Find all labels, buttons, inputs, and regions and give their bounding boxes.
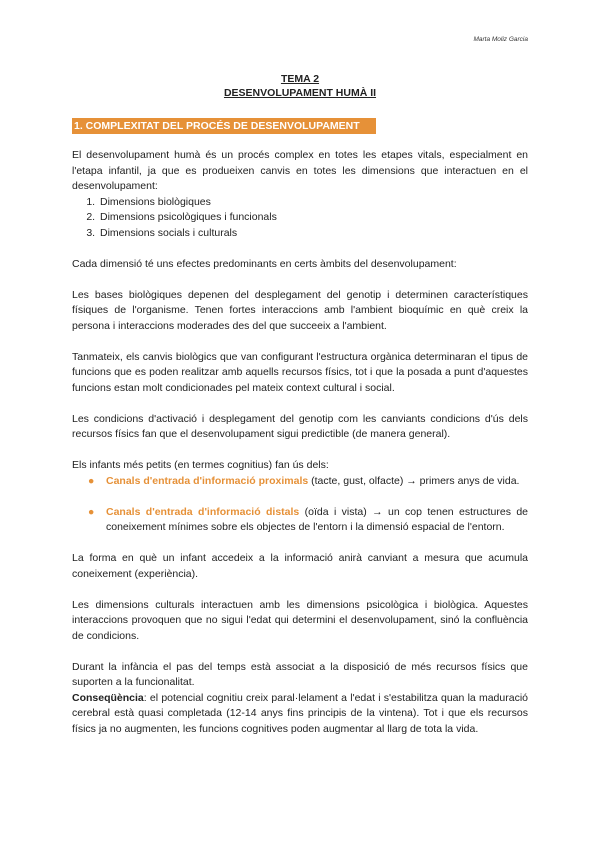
channels-list bbox=[72, 474, 528, 536]
consequence-text: : el potencial cognitiu creix paral·lelament a l'edat i s'estabilitza quan la maduració cerebral està quasi completada (12-14 anys fins principis de la vintena). Tot i que els recursos físics ja no augmenten, les funcions cognitives poden augmentar al llarg de tota la vida. bbox=[72, 691, 528, 735]
activation-conditions-paragraph: Les condicions d'activació i desplegament del genotip com les canviants condicions d'ús dels recursos físics fan que el desenvolupament sigui predictible (de manera general). bbox=[72, 412, 528, 440]
distal-channels-text: (oïda i vista) → un cop tenen estructures de coneixement mínimes sobre els objectes de l'entorn i la dimensió espacial de l'entorn. bbox=[106, 505, 529, 533]
infants-paragraph: Els infants més petits (en termes cognitius) fan ús dels: bbox=[72, 459, 329, 471]
distal-channels-label: Canals d'entrada d'informació distals bbox=[106, 505, 300, 518]
access-form-paragraph: La forma en què un infant accedeix a la informació anirà canviant a mesura que acumula coneixement (experiència). bbox=[72, 552, 528, 580]
consequence-label: Conseqüència bbox=[72, 691, 144, 704]
topic-number: TEMA 2 bbox=[280, 73, 320, 85]
dimensions-list bbox=[72, 195, 528, 242]
list-item: 2. Dimensions psicològiques i funcionals bbox=[98, 210, 528, 226]
biological-bases-paragraph: Les bases biològiques depenen del desplegament del genotip i determinen característiques físiques de l'organisme. Tenen fortes interaccions amb l'ambient bioquímic en què creix la persona i interaccions moderades des del que succeeix a l'ambient. bbox=[72, 288, 528, 332]
list-spacer bbox=[72, 489, 528, 505]
tanmateix-paragraph: Tanmateix, els canvis biològics que van configurant l'estructura orgànica determinaran el tipus de funcions que es poden realitzar amb aquells recursos físics, tot i que la posada a punt d'aquestes funcions estan molt condicionades pel mateix context cultural i social. bbox=[72, 350, 528, 394]
topic-title: DESENVOLUPAMENT HUMÀ II bbox=[223, 87, 377, 99]
proximal-channels-label: Canals d'entrada d'informació proximals bbox=[106, 474, 309, 487]
cultural-dimensions-paragraph: Les dimensions culturals interactuen amb les dimensions psicològica i biològica. Aquestes interaccions provoquen que no sigui l'edat qui determini el desenvolupament, sinó la confluència de condicions. bbox=[72, 598, 528, 642]
intro-paragraph: El desenvolupament humà és un procés complex en totes les etapes vitals, especialment en l'etapa infantil, ja que es produeixen canvis en totes les dimensions que interactuen en el desenvolupament: bbox=[72, 149, 528, 192]
document-page bbox=[72, 72, 528, 737]
section-heading: 1. COMPLEXITAT DEL PROCÉS DE DESENVOLUPAMENT bbox=[72, 118, 376, 134]
list-item bbox=[72, 474, 528, 490]
bullet-icon: ● bbox=[88, 505, 95, 518]
proximal-channels-text: (tacte, gust, olfacte) → primers anys de vida. bbox=[308, 474, 520, 487]
infancy-paragraph: Durant la infància el pas del temps està associat a la disposició de més recursos físics que suporten a la funcionalitat. bbox=[72, 660, 528, 688]
bullet-icon: ● bbox=[88, 474, 95, 487]
consequence-paragraph bbox=[72, 691, 528, 738]
effects-paragraph: Cada dimensió té uns efectes predominants en certs àmbits del desenvolupament: bbox=[72, 257, 457, 270]
list-item: 1. Dimensions biològiques bbox=[98, 195, 528, 211]
list-item: 3. Dimensions socials i culturals bbox=[98, 226, 528, 242]
list-item bbox=[72, 505, 528, 536]
author-name: Marta Moliz Garcia bbox=[473, 36, 528, 43]
